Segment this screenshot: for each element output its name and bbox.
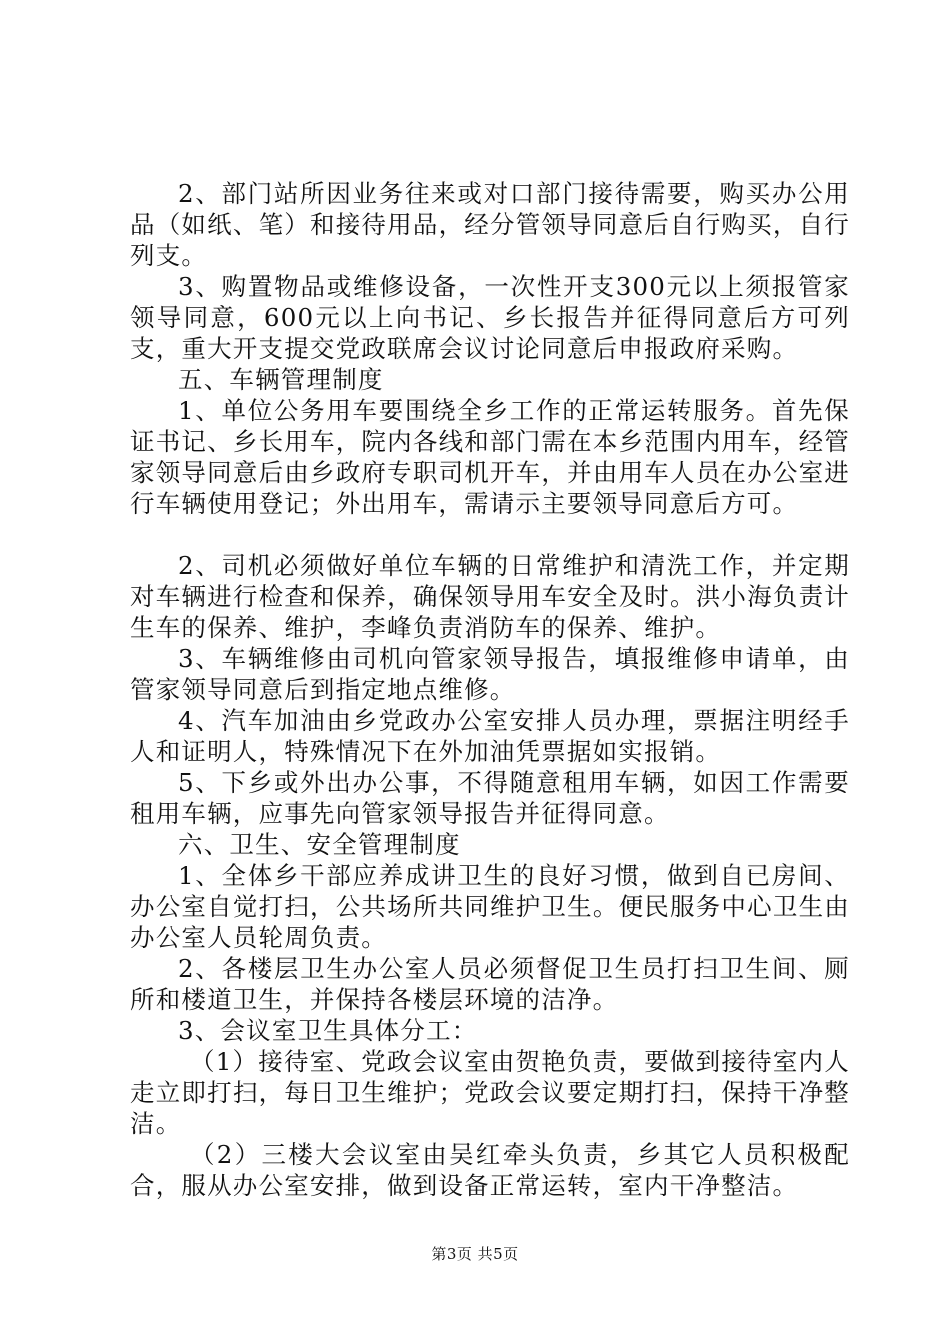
paragraph-refueling: 4、汽车加油由乡党政办公室安排人员办理，票据注明经手人和证明人，特殊情况下在外加油凭票据如实报销。 [130,706,850,766]
section-heading-vehicle-management: 五、车辆管理制度 [178,365,384,394]
paragraph-purchase-office-supplies: 2、部门站所因业务往来或对口部门接待需要，购买办公用品（如纸、笔）和接待用品，经分管领导同意后自行购买，自行列支。 [130,179,850,270]
paragraph-vehicle-rental: 5、下乡或外出办公事，不得随意租用车辆，如因工作需要租用车辆，应事先向管家领导报告并征得同意。 [130,768,850,828]
paragraph-floor-cleaning: 2、各楼层卫生办公室人员必须督促卫生员打扫卫生间、厕所和楼道卫生，并保持各楼层环境的洁净。 [130,954,850,1014]
paragraph-vehicle-repair: 3、车辆维修由司机向管家领导报告，填报维修申请单，由管家领导同意后到指定地点维修。 [130,644,850,704]
paragraph-hygiene-habits: 1、全体乡干部应养成讲卫生的良好习惯，做到自已房间、办公室自觉打扫，公共场所共同维护卫生。便民服务中心卫生由办公室人员轮周负责。 [130,861,850,952]
paragraph-driver-maintenance: 2、司机必须做好单位车辆的日常维护和清洗工作，并定期对车辆进行检查和保养，确保领导用车安全及时。洪小海负责计生车的保养、维护，李峰负责消防车的保养、维护。 [130,551,850,642]
document-body [130,178,850,1201]
paragraph-reception-room-duty: （1）接待室、党政会议室由贺艳负责，要做到接待室内人走立即打扫，每日卫生维护；党政会议要定期打扫，保持干净整洁。 [130,1047,850,1138]
paragraph-large-meeting-room-duty: （2）三楼大会议室由吴红牵头负责，乡其它人员积极配合，服从办公室安排，做到设备正常运转，室内干净整洁。 [130,1140,850,1200]
paragraph-official-vehicle-use: 1、单位公务用车要围绕全乡工作的正常运转服务。首先保证书记、乡长用车，院内各线和部门需在本乡范围内用车，经管家领导同意后由乡政府专职司机开车，并由用车人员在办公室进行车辆使用登记；外出用车，需请示主要领导同意后方可。 [130,396,850,518]
paragraph-equipment-purchase-approval: 3、购置物品或维修设备，一次性开支300元以上须报管家领导同意，600元以上向书记、乡长报告并征得同意后方可列支，重大开支提交党政联席会议讨论同意后申报政府采购。 [130,272,850,363]
page-number-footer: 第3页 共5页 [431,1245,519,1263]
section-heading-hygiene-safety: 六、卫生、安全管理制度 [178,830,461,859]
paragraph-meeting-room-division: 3、会议室卫生具体分工： [178,1016,478,1045]
